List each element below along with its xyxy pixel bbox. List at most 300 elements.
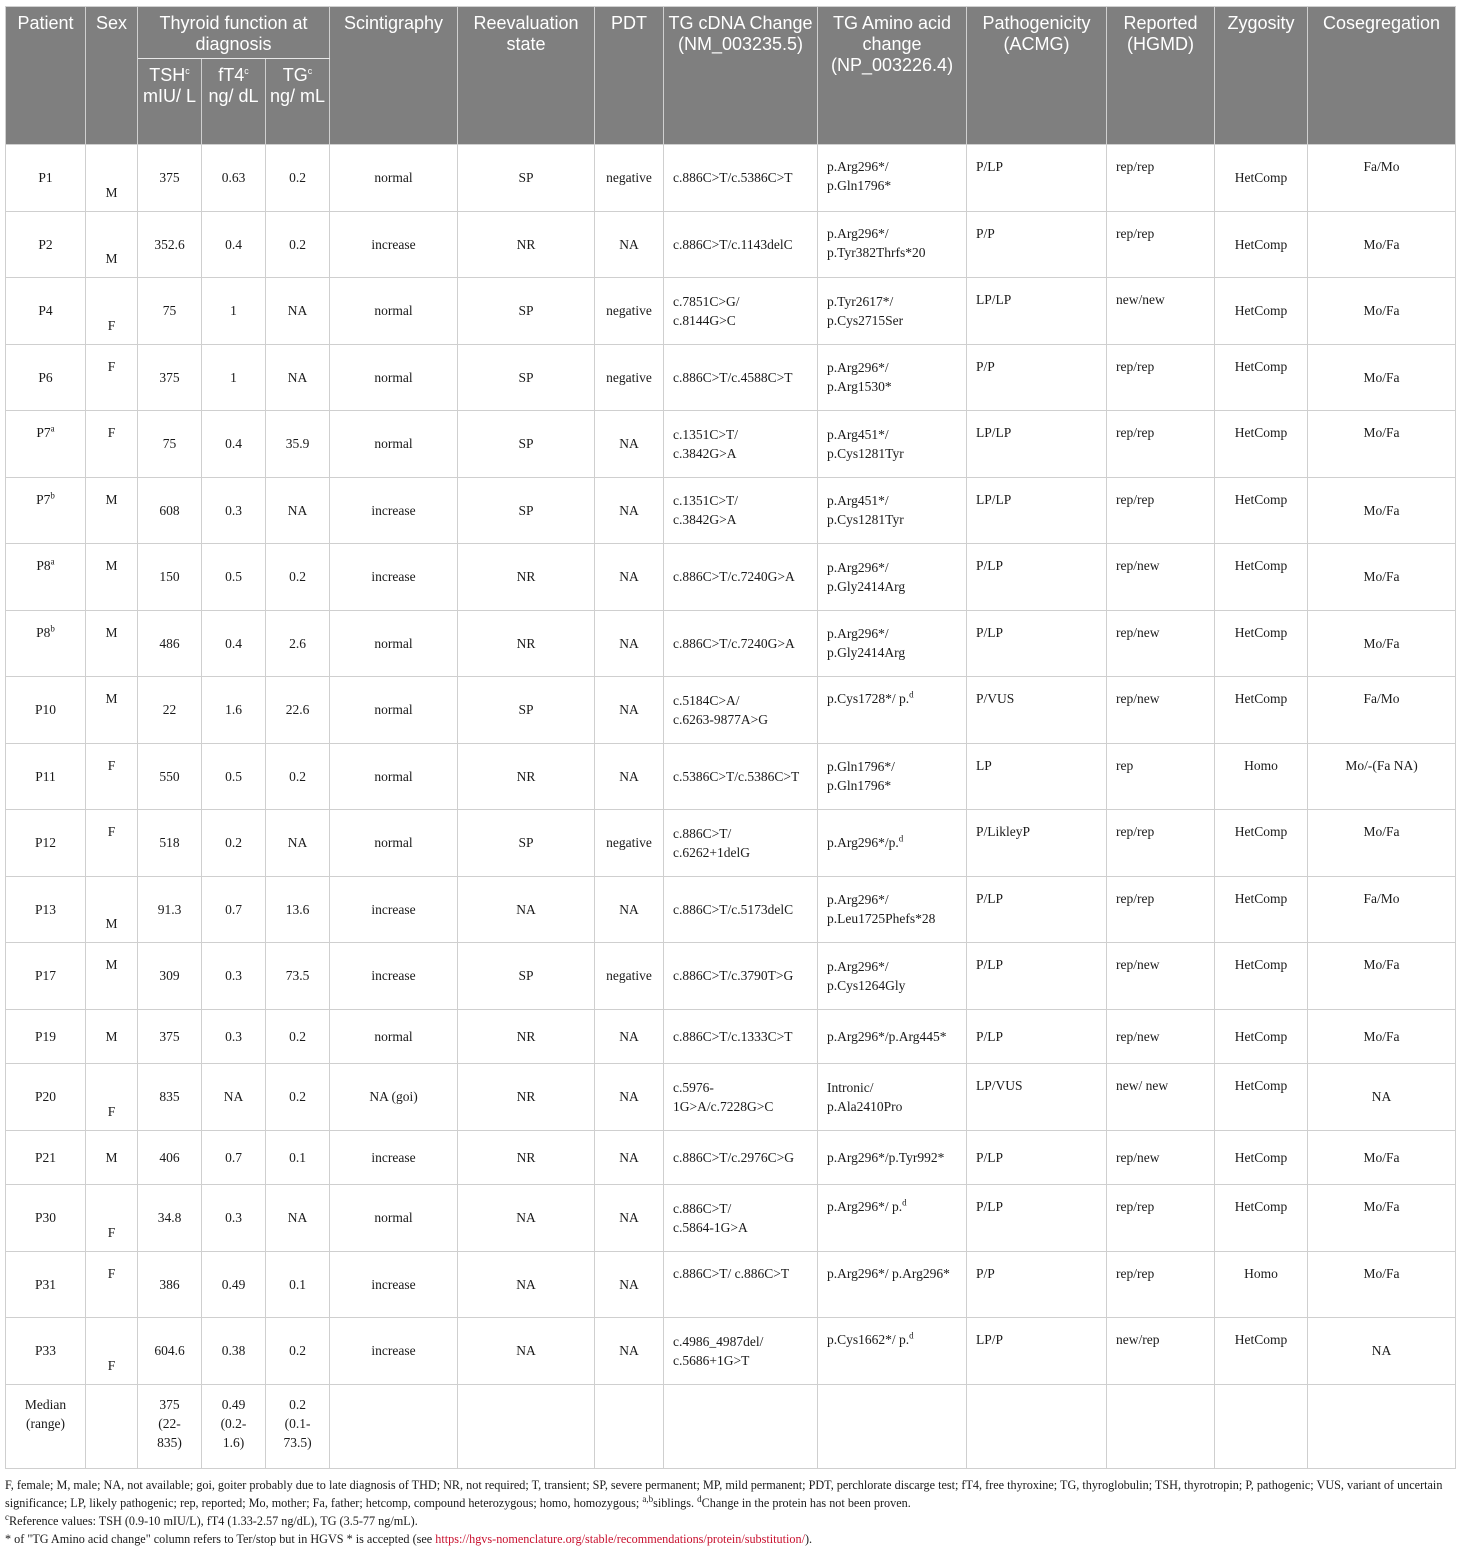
- patient-id: P20: [34, 1089, 56, 1105]
- scintigraphy-value: increase: [371, 1276, 416, 1292]
- aa-change-cell: [818, 145, 967, 212]
- aa-change-cell: [818, 876, 967, 943]
- zygosity-value: HetComp: [1234, 691, 1288, 706]
- sex-value: M: [105, 184, 118, 200]
- aa-line-2: p.Gln1796*: [827, 178, 892, 193]
- reported-cell: [1107, 477, 1215, 544]
- cosegregation-cell: [1308, 544, 1456, 611]
- scintigraphy-cell: [330, 211, 458, 278]
- reported-cell: [1107, 1185, 1215, 1252]
- reevaluation-cell: [458, 1130, 595, 1185]
- tg-cell: [266, 344, 330, 411]
- pdt-cell: [595, 943, 664, 1010]
- star-suffix: ).: [805, 1531, 813, 1546]
- median-ft4-range-a: (0.2-: [220, 1415, 247, 1431]
- header-reported: Reported (HGMD): [1107, 7, 1215, 145]
- reported-cell: [1107, 943, 1215, 1010]
- patient-id: P30: [34, 1210, 56, 1226]
- cdna-line-1: c.1351C>T/: [673, 426, 739, 442]
- pdt-cell: [595, 477, 664, 544]
- tsh-value: 518: [159, 835, 180, 851]
- table-row: [6, 344, 1456, 411]
- cdna-line-1: c.5976-: [673, 1079, 714, 1095]
- table-row: [6, 1064, 1456, 1131]
- sex-value: M: [105, 624, 118, 640]
- reported-value: rep/rep: [1116, 1199, 1155, 1214]
- tsh-value: 406: [159, 1149, 180, 1165]
- reevaluation-value: SP: [518, 502, 534, 518]
- tg-cell: [266, 810, 330, 877]
- patient-id: P19: [34, 1028, 56, 1044]
- scintigraphy-cell: [330, 810, 458, 877]
- median-tsh-value: 375: [159, 1396, 180, 1412]
- tg-value: 0.2: [289, 1028, 306, 1044]
- scintigraphy-value: NA (goi): [369, 1089, 418, 1105]
- pathogenicity-cell: [967, 677, 1107, 744]
- zygosity-value: Homo: [1244, 1265, 1278, 1281]
- cdna-line-1: c.886C>T/c.1333C>T: [673, 1028, 793, 1044]
- ft4-cell: [202, 677, 266, 744]
- aa-change-cell: [818, 810, 967, 877]
- tg-cell: [266, 411, 330, 478]
- aa-text: p.Arg296*/: [827, 559, 889, 575]
- aa-text: p.Tyr2617*/: [827, 293, 894, 309]
- cosegregation-cell: [1308, 1251, 1456, 1318]
- reported-value: rep/new: [1116, 1028, 1160, 1044]
- scintigraphy-value: normal: [374, 436, 413, 452]
- tg-value: 73.5: [285, 968, 310, 984]
- pdt-value: NA: [619, 1343, 639, 1359]
- reported-value: rep/rep: [1116, 491, 1155, 507]
- median-empty: [458, 1384, 595, 1468]
- aa-note-sup: d: [909, 1330, 914, 1341]
- patient-cell: [6, 810, 86, 877]
- aa-line-2: p.Cys2715Ser: [827, 312, 904, 328]
- cdna-line-1: c.886C>T/c.1143delC: [673, 236, 793, 252]
- pdt-value: NA: [619, 502, 639, 518]
- cosegregation-value: Mo/Fa: [1363, 1199, 1400, 1214]
- pathogenicity-value: P/LP: [976, 890, 1004, 906]
- tg-value: 0.2: [289, 236, 306, 252]
- table-row: [6, 411, 1456, 478]
- scintigraphy-value: increase: [371, 968, 416, 984]
- pathogenicity-value: P/LP: [976, 1149, 1004, 1165]
- scintigraphy-cell: [330, 743, 458, 810]
- scintigraphy-cell: [330, 278, 458, 345]
- ft4-cell: [202, 145, 266, 212]
- header-thyroid-function: Thyroid function at diagnosis: [138, 7, 330, 59]
- table-body: [6, 145, 1456, 1469]
- ft4-cell: [202, 344, 266, 411]
- scintigraphy-cell: [330, 943, 458, 1010]
- hgvs-link[interactable]: https://hgvs-nomenclature.org/stable/recommendations/protein/substitution/: [435, 1531, 805, 1546]
- cosegregation-value: Mo/Fa: [1363, 569, 1400, 585]
- pathogenicity-cell: [967, 1130, 1107, 1185]
- tg-cell: [266, 943, 330, 1010]
- aa-line-1: [827, 224, 960, 243]
- reported-value: rep/rep: [1116, 358, 1155, 374]
- tg-value: 35.9: [285, 436, 310, 452]
- patient-cell: [6, 278, 86, 345]
- zygosity-cell: [1215, 876, 1308, 943]
- reevaluation-cell: [458, 610, 595, 677]
- zygosity-value: HetComp: [1234, 957, 1288, 972]
- header-ft4-sup: c: [244, 66, 249, 76]
- reevaluation-cell: [458, 1318, 595, 1385]
- ft4-cell: [202, 943, 266, 1010]
- cosegregation-value: Mo/Fa: [1363, 1265, 1400, 1281]
- header-row: [6, 7, 1456, 59]
- pathogenicity-value: P/LikleyP: [976, 824, 1031, 839]
- median-ft4-range-b: 1.6): [222, 1434, 245, 1450]
- reevaluation-value: NR: [516, 236, 536, 252]
- reported-value: rep/new: [1116, 624, 1160, 640]
- pdt-cell: [595, 876, 664, 943]
- header-aa-change: TG Amino acid change (NP_003226.4): [818, 7, 967, 145]
- pathogenicity-value: P/LP: [976, 1028, 1004, 1044]
- pathogenicity-value: LP/LP: [976, 491, 1012, 507]
- aa-text: p.Cys1662*/ p.: [827, 1332, 910, 1347]
- reevaluation-cell: [458, 677, 595, 744]
- cosegregation-cell: [1308, 145, 1456, 212]
- reevaluation-cell: [458, 810, 595, 877]
- reevaluation-cell: [458, 1185, 595, 1252]
- patient-cell: [6, 610, 86, 677]
- sex-cell: [86, 1318, 138, 1385]
- patient-cell: [6, 1130, 86, 1185]
- aa-line-2: p.Cys1281Tyr: [827, 512, 904, 528]
- cdna-change-cell: [664, 1064, 818, 1131]
- aa-text: p.Arg296*/p.Arg445*: [827, 1028, 947, 1044]
- sex-value: F: [107, 1357, 116, 1373]
- reported-cell: [1107, 411, 1215, 478]
- zygosity-cell: [1215, 677, 1308, 744]
- cdna-change-cell: [664, 810, 818, 877]
- patient-id: P31: [34, 1276, 56, 1292]
- tg-value: 0.2: [289, 1089, 306, 1105]
- cdna-change-cell: [664, 145, 818, 212]
- cdna-line-1: c.5386C>T/c.5386C>T: [673, 768, 800, 784]
- cosegregation-cell: [1308, 278, 1456, 345]
- tg-value: 0.1: [289, 1276, 306, 1292]
- aa-line-1: [827, 491, 960, 510]
- pdt-value: NA: [619, 1210, 639, 1226]
- aa-line-2: p.Tyr382Thrfs*20: [827, 244, 926, 260]
- table-row: [6, 1251, 1456, 1318]
- aa-line-2: p.Arg1530*: [827, 379, 892, 395]
- cosegregation-value: Fa/Mo: [1363, 691, 1400, 706]
- ft4-cell: [202, 544, 266, 611]
- patient-cell: [6, 1185, 86, 1252]
- zygosity-cell: [1215, 1251, 1308, 1318]
- sex-value: M: [105, 558, 118, 573]
- cosegregation-value: Mo/Fa: [1363, 635, 1400, 651]
- tg-cell: [266, 677, 330, 744]
- cdna-change-cell: [664, 876, 818, 943]
- pathogenicity-cell: [967, 743, 1107, 810]
- cdna-line-1: c.886C>T/ c.886C>T: [673, 1265, 790, 1281]
- pathogenicity-value: P/P: [976, 225, 995, 241]
- pathogenicity-value: P/LP: [976, 624, 1004, 640]
- ft4-cell: [202, 411, 266, 478]
- siblings-text: siblings.: [653, 1495, 698, 1510]
- aa-line-1: [827, 558, 960, 577]
- sex-value: F: [107, 1103, 116, 1119]
- cdna-change-cell: [664, 211, 818, 278]
- tg-cell: [266, 544, 330, 611]
- cdna-line-1: c.886C>T/c.2976C>G: [673, 1149, 794, 1165]
- aa-change-cell: [818, 1130, 967, 1185]
- pdt-value: negative: [606, 835, 652, 851]
- aa-text: p.Arg451*/: [827, 493, 889, 509]
- reference-text: Reference values: TSH (0.9-10 mIU/L), fT4 (1.33-2.57 ng/dL), TG (3.5-77 ng/mL).: [9, 1513, 418, 1528]
- sex-cell: [86, 677, 138, 744]
- aa-line-1: [827, 1027, 960, 1046]
- pdt-cell: [595, 810, 664, 877]
- zygosity-value: HetComp: [1234, 890, 1288, 906]
- reported-value: rep/new: [1116, 957, 1160, 972]
- table-row: [6, 943, 1456, 1010]
- median-empty: [1308, 1384, 1456, 1468]
- sex-value: M: [105, 251, 118, 266]
- ft4-cell: [202, 610, 266, 677]
- table-row: [6, 1009, 1456, 1064]
- aa-change-cell: [818, 943, 967, 1010]
- tg-value: 0.2: [289, 569, 306, 585]
- sex-cell: [86, 145, 138, 212]
- cdna-change-cell: [664, 477, 818, 544]
- median-empty: [330, 1384, 458, 1468]
- aa-text: p.Arg451*/: [827, 426, 889, 442]
- pathogenicity-value: LP/LP: [976, 292, 1012, 307]
- cdna-change-cell: [664, 411, 818, 478]
- ft4-value: NA: [223, 1089, 244, 1105]
- patient-id: P1: [38, 170, 53, 186]
- patient-id: P2: [38, 236, 53, 252]
- pdt-value: negative: [606, 968, 652, 984]
- aa-line-1: [827, 292, 960, 311]
- cosegregation-value: Mo/Fa: [1363, 369, 1400, 385]
- zygosity-value: HetComp: [1234, 1332, 1288, 1347]
- pdt-cell: [595, 411, 664, 478]
- ft4-value: 0.4: [225, 635, 242, 651]
- zygosity-cell: [1215, 1130, 1308, 1185]
- zygosity-cell: [1215, 477, 1308, 544]
- sex-cell: [86, 211, 138, 278]
- ft4-value: 1: [230, 303, 237, 319]
- median-empty: [664, 1384, 818, 1468]
- reevaluation-value: SP: [518, 702, 534, 718]
- ft4-cell: [202, 211, 266, 278]
- aa-line-1: [827, 358, 960, 377]
- header-ft4: [202, 59, 266, 145]
- cosegregation-value: Fa/Mo: [1363, 890, 1400, 906]
- header-tsh-sup: c: [185, 66, 190, 76]
- ft4-value: 0.3: [225, 968, 242, 984]
- ft4-cell: [202, 1064, 266, 1131]
- reported-value: rep/new: [1116, 691, 1160, 706]
- reported-cell: [1107, 1064, 1215, 1131]
- median-empty: [595, 1384, 664, 1468]
- cdna-change-cell: [664, 344, 818, 411]
- tsh-value: 608: [159, 502, 180, 518]
- aa-change-cell: [818, 677, 967, 744]
- pdt-value: NA: [619, 901, 639, 917]
- patient-sibling-sup: b: [50, 623, 55, 633]
- patient-id: P10: [34, 702, 56, 718]
- tsh-cell: [138, 344, 202, 411]
- tg-value: 0.2: [289, 170, 306, 186]
- header-pathogenicity: Pathogenicity (ACMG): [967, 7, 1107, 145]
- cdna-line-1: c.886C>T/: [673, 1200, 732, 1216]
- cosegregation-value: NA: [1371, 1343, 1392, 1359]
- ft4-value: 0.3: [225, 502, 242, 518]
- sex-cell: [86, 544, 138, 611]
- sex-value: M: [105, 691, 118, 706]
- zygosity-cell: [1215, 1185, 1308, 1252]
- aa-line-2: p.Ala2410Pro: [827, 1098, 903, 1114]
- aa-text: p.Arg296*/: [827, 892, 889, 908]
- sex-value: M: [105, 916, 118, 931]
- ft4-value: 1.6: [225, 702, 242, 718]
- pdt-cell: [595, 1185, 664, 1252]
- header-scintigraphy: Scintigraphy: [330, 7, 458, 145]
- cdna-line-2: 1G>A/c.7228G>C: [673, 1098, 774, 1114]
- cdna-change-cell: [664, 677, 818, 744]
- tsh-value: 375: [159, 1028, 180, 1044]
- pdt-cell: [595, 1009, 664, 1064]
- pathogenicity-cell: [967, 810, 1107, 877]
- aa-line-1: [827, 957, 960, 976]
- tsh-cell: [138, 145, 202, 212]
- zygosity-cell: [1215, 1318, 1308, 1385]
- reevaluation-cell: [458, 145, 595, 212]
- cdna-line-1: c.1351C>T/: [673, 493, 739, 509]
- table-row: [6, 1185, 1456, 1252]
- tg-value: 2.6: [289, 635, 306, 651]
- patient-cell: [6, 477, 86, 544]
- patient-id: P33: [34, 1343, 56, 1359]
- zygosity-value: HetComp: [1234, 1028, 1288, 1044]
- scintigraphy-cell: [330, 411, 458, 478]
- tg-value: NA: [287, 835, 308, 851]
- pdt-cell: [595, 278, 664, 345]
- reevaluation-cell: [458, 344, 595, 411]
- sex-value: F: [107, 824, 116, 839]
- reported-cell: [1107, 344, 1215, 411]
- cosegregation-value: Mo/Fa: [1363, 425, 1400, 440]
- pdt-value: NA: [619, 768, 639, 784]
- aa-change-cell: [818, 1185, 967, 1252]
- aa-change-cell: [818, 344, 967, 411]
- tsh-value: 91.3: [157, 901, 182, 917]
- median-tsh: [138, 1384, 202, 1468]
- sex-value: F: [107, 425, 116, 440]
- table-footnotes: [5, 1469, 1460, 1548]
- scintigraphy-cell: [330, 1130, 458, 1185]
- zygosity-cell: [1215, 943, 1308, 1010]
- scintigraphy-value: increase: [371, 901, 416, 917]
- zygosity-value: HetComp: [1234, 624, 1288, 640]
- ft4-value: 0.4: [225, 236, 242, 252]
- patient-sibling-sup: b: [50, 490, 55, 500]
- tsh-cell: [138, 943, 202, 1010]
- tsh-value: 75: [162, 303, 177, 319]
- ft4-cell: [202, 1318, 266, 1385]
- aa-line-2: p.Cys1281Tyr: [827, 445, 904, 461]
- reevaluation-value: NA: [516, 1276, 536, 1292]
- ft4-value: 0.4: [225, 436, 242, 452]
- footnote-abbreviations: [5, 1476, 1460, 1512]
- aa-change-cell: [818, 1251, 967, 1318]
- reported-cell: [1107, 1130, 1215, 1185]
- ft4-value: 0.49: [221, 1276, 246, 1292]
- zygosity-value: HetComp: [1234, 824, 1288, 839]
- pathogenicity-cell: [967, 411, 1107, 478]
- tsh-cell: [138, 411, 202, 478]
- sex-cell: [86, 477, 138, 544]
- sex-cell: [86, 610, 138, 677]
- cdna-line-1: c.886C>T/: [673, 825, 732, 841]
- pdt-cell: [595, 743, 664, 810]
- pdt-cell: [595, 1130, 664, 1185]
- cosegregation-cell: [1308, 743, 1456, 810]
- cosegregation-value: Mo/Fa: [1363, 957, 1400, 972]
- pathogenicity-value: LP/P: [976, 1332, 1004, 1347]
- reported-value: rep/rep: [1116, 159, 1155, 174]
- pathogenicity-value: P/LP: [976, 558, 1004, 573]
- patient-cell: [6, 211, 86, 278]
- pathogenicity-cell: [967, 1251, 1107, 1318]
- scintigraphy-cell: [330, 344, 458, 411]
- pdt-cell: [595, 211, 664, 278]
- header-tsh: [138, 59, 202, 145]
- sex-cell: [86, 411, 138, 478]
- cdna-change-cell: [664, 1009, 818, 1064]
- table-row: [6, 876, 1456, 943]
- median-empty: [967, 1384, 1107, 1468]
- pathogenicity-cell: [967, 544, 1107, 611]
- cdna-line-1: c.886C>T/c.3790T>G: [673, 968, 794, 984]
- header-tg-unit: ng/ mL: [270, 86, 326, 106]
- tsh-cell: [138, 743, 202, 810]
- zygosity-cell: [1215, 544, 1308, 611]
- reevaluation-cell: [458, 1009, 595, 1064]
- scintigraphy-cell: [330, 1064, 458, 1131]
- aa-text: p.Arg296*/: [827, 225, 889, 241]
- pathogenicity-value: LP/LP: [976, 425, 1012, 440]
- patient-cell: [6, 1009, 86, 1064]
- header-ft4-unit: ng/ dL: [208, 86, 259, 106]
- sex-value: M: [105, 491, 118, 507]
- aa-change-cell: [818, 411, 967, 478]
- pdt-cell: [595, 544, 664, 611]
- change-text: Change in the protein has not been proven.: [701, 1495, 911, 1510]
- patient-id: P7: [36, 491, 51, 507]
- reported-value: rep/new: [1116, 558, 1160, 573]
- zygosity-value: Homo: [1244, 757, 1278, 773]
- patient-id: P6: [38, 369, 53, 385]
- aa-line-1: [827, 157, 960, 176]
- patient-cell: [6, 1318, 86, 1385]
- aa-change-cell: [818, 544, 967, 611]
- sex-value: F: [107, 1224, 116, 1240]
- siblings-sup: a,b: [642, 1493, 654, 1504]
- tsh-cell: [138, 677, 202, 744]
- zygosity-cell: [1215, 278, 1308, 345]
- pathogenicity-cell: [967, 211, 1107, 278]
- tg-cell: [266, 1185, 330, 1252]
